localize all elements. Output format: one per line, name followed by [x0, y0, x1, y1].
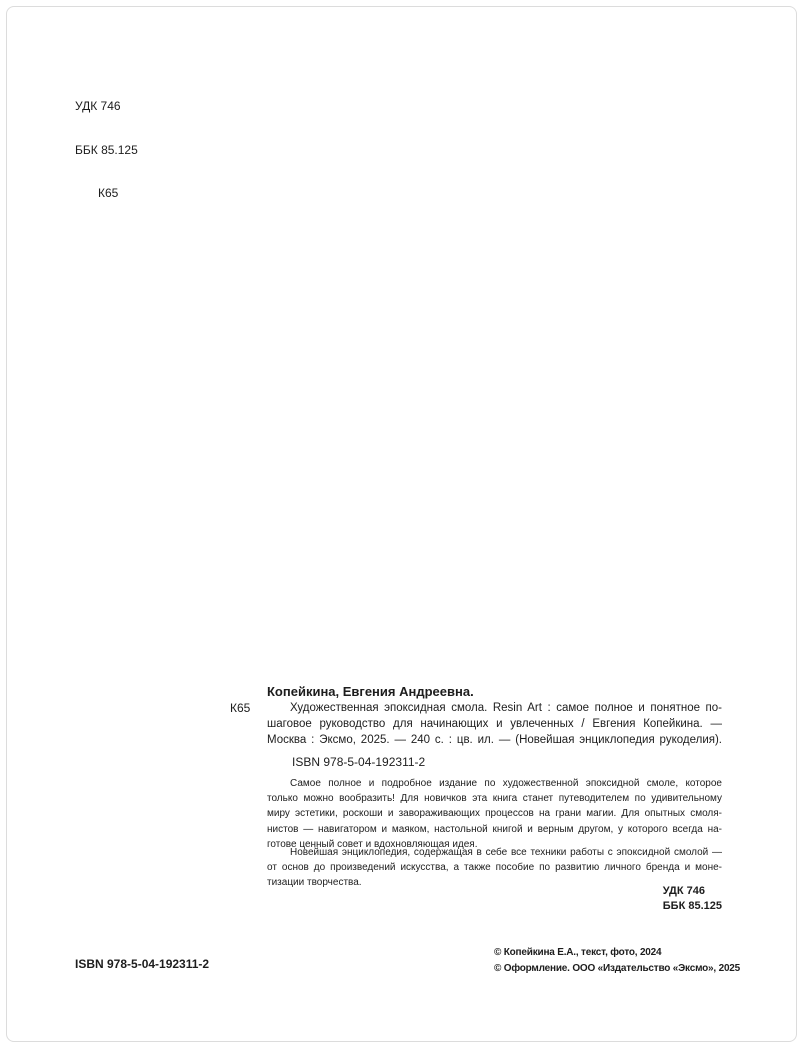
card-classification-codes	[663, 884, 722, 914]
udk-code: УДК 746	[75, 99, 121, 113]
card-isbn: ISBN 978-5-04-192311-2	[292, 755, 426, 769]
top-classification-codes	[75, 70, 138, 230]
annotation-line: Самое полное и подробное издание по художественной эпоксидной смоле, которое	[290, 778, 722, 789]
annotation-line: Новейшая энциклопедия, содержащая в себе все техники работы с эпоксидной смолой —	[290, 847, 722, 858]
annotation-line: тизации творчества.	[267, 877, 362, 889]
biblio-line: Москва : Эксмо, 2025. — 240 с. : цв. ил. — (Новейшая энциклопедия рукоделия).	[267, 734, 722, 746]
footer-isbn: ISBN 978-5-04-192311-2	[75, 957, 210, 971]
author-sign-code: К65	[98, 186, 119, 200]
bibliographic-description	[267, 700, 722, 748]
bbk-code: ББК 85.125	[75, 142, 138, 157]
biblio-line: Художественная эпоксидная смола. Resin Art : самое полное и понятное по-	[290, 702, 722, 714]
annotation-line: миру эстетики, роскоши и завораживающих процессов на грани магии. Для опытных смоля-	[267, 808, 722, 820]
annotation-line: готове ценный совет и вдохновляющая идея.	[267, 838, 478, 850]
annotation-line: только можно вообразить! Для новичков эта книга станет путеводителем по удивительному	[267, 793, 722, 805]
catalog-card	[230, 684, 722, 912]
card-margin-code: К65	[230, 701, 251, 715]
copyright-publisher: © Оформление. ООО «Издательство «Эксмо», 2025	[494, 962, 741, 974]
annotation-line: нистов — навигатором и маяком, настольной книгой и верным другом, у которого всегда на-	[267, 823, 722, 835]
bbk-code-bottom: ББК 85.125	[662, 900, 722, 912]
copyright-author: © Копейкина Е.А., текст, фото, 2024	[494, 947, 662, 958]
copyright-block	[494, 945, 740, 976]
biblio-line: шаговое руководство для начинающих и увлеченных / Евгения Копейкина. —	[267, 718, 722, 730]
annotation-line: от основ до произведений искусства, а также пособие по развитию личного бренда и моне-	[267, 862, 722, 874]
author-heading: Копейкина, Евгения Андреевна.	[267, 684, 474, 699]
annotation-paragraph-1	[267, 776, 722, 852]
annotation-paragraph-2	[267, 845, 722, 891]
udk-code-bottom: УДК 746	[662, 885, 706, 897]
